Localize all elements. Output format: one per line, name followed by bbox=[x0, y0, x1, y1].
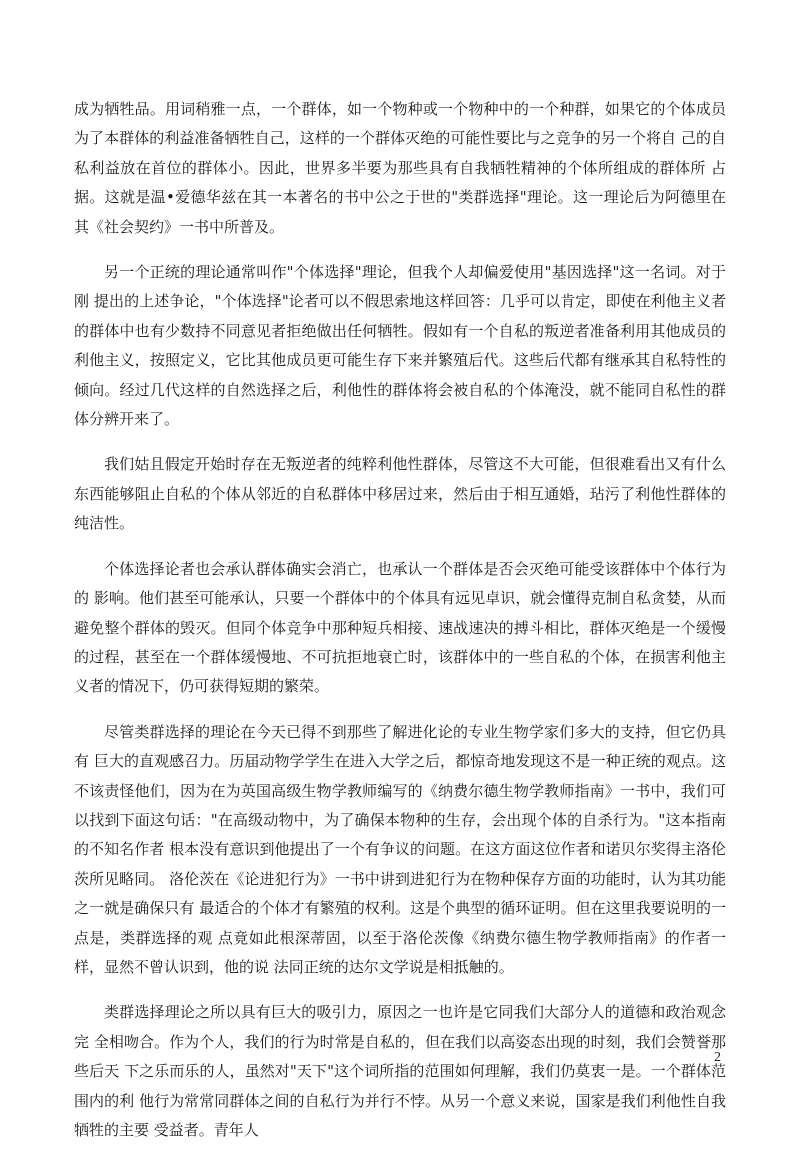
page-number: 2 bbox=[714, 1050, 721, 1065]
body-text bbox=[74, 95, 726, 1161]
paragraph-4: 个体选择论者也会承认群体确实会消亡，也承认一个群体是否会灭绝可能受该群体中个体行为的 影响。他们甚至可能承认，只要一个群体中的个体具有远见卓识，就会懂得克制自私贪婪，从而避免整个群体的毁灭。但同个体竞争中那种短兵相接、速战速决的搏斗相比，群体灭绝是一个缓慢的过程，甚至在一个群体缓慢地、不可抗拒地衰亡时，该群体中的一些自私的个体，在损害利他主义者的情况下，仍可获得短期的繁荣。 bbox=[74, 559, 726, 696]
paragraph-5: 尽管类群选择的理论在今天已得不到那些了解进化论的专业生物学家们多大的支持，但它仍具有 巨大的直观感召力。历届动物学学生在进入大学之后，都惊奇地发现这不是一种正统的观点。这不该责怪他们，因为在为英国高级生物学教师编写的《纳费尔德生物学教师指南》一书中，我们可以找到下面这句话："在高级动物中，为了确保本物种的生存，会出现个体的自杀行为。"这本指南的不知名作者 根本没有意识到他提出了一个有争议的问题。在这方面这位作者和诺贝尔奖得主洛伦茨所见略同。 洛伦茨在《论进犯行为》一书中讲到进犯行为在物种保存方面的功能时，认为其功能之一就是确保只有 最适合的个体才有繁殖的权利。这是个典型的循环证明。但在这里我要说明的一点是，类群选择的观 点竟如此根深蒂固，以至于洛伦茨像《纳费尔德生物学教师指南》的作者一样，显然不曾认识到，他的说 法同正统的达尔文学说是相抵触的。 bbox=[74, 722, 726, 976]
paragraph-6: 类群选择理论之所以具有巨大的吸引力，原因之一也许是它同我们大部分人的道德和政治观念完 全相吻合。作为个人，我们的行为时常是自私的，但在我们以高姿态出现的时刻，我们会赞誉那些后天 下之乐而乐的人，虽然对"天下"这个词所指的范围如何理解，我们仍莫衷一是。一个群体范围内的利 他行为常常同群体之间的自私行为并行不悖。从另一个意义来说，国家是我们利他性自我牺牲的主要 受益者。青年人 bbox=[74, 1003, 726, 1139]
paragraph-1: 成为牺牲品。用词稍雅一点，一个群体，如一个物种或一个物种中的一个种群，如果它的个体成员为了本群体的利益准备牺牲自己，这样的一个群体灭绝的可能性要比与之竞争的另一个将自 己的自私利益放在首位的群体小。因此，世界多半要为那些具有自我牺牲精神的个体所组成的群体所 占据。这就是温•爱德华兹在其一本著名的书中公之于世的"类群选择"理论。这一理论后为阿德里在其《社会契约》一书中所普及。 bbox=[74, 100, 726, 236]
paragraph-3: 我们姑且假定开始时存在无叛逆者的纯粹利他性群体，尽管这不大可能，但很难看出又有什么东西能够阻止自私的个体从邻近的自私群体中移居过来，然后由于相互通婚，玷污了利他性群体的纯洁性。 bbox=[74, 455, 726, 533]
paragraph-2: 另一个正统的理论通常叫作"个体选择"理论，但我个人却偏爱使用"基因选择"这一名词。对于刚 提出的上述争论，"个体选择"论者可以不假思索地这样回答：几乎可以肯定，即使在利他主义者的群体中也有少数持不同意见者拒绝做出任何牺牲。假如有一个自私的叛逆者准备利用其他成员的利他主义，按照定义，它比其他成员更可能生存下来并繁殖后代。这些后代都有继承其自私特性的倾向。经过几代这样的自然选择之后，利他性的群体将会被自私的个体淹没，就不能同自私性的群体分辨开来了。 bbox=[74, 263, 726, 429]
